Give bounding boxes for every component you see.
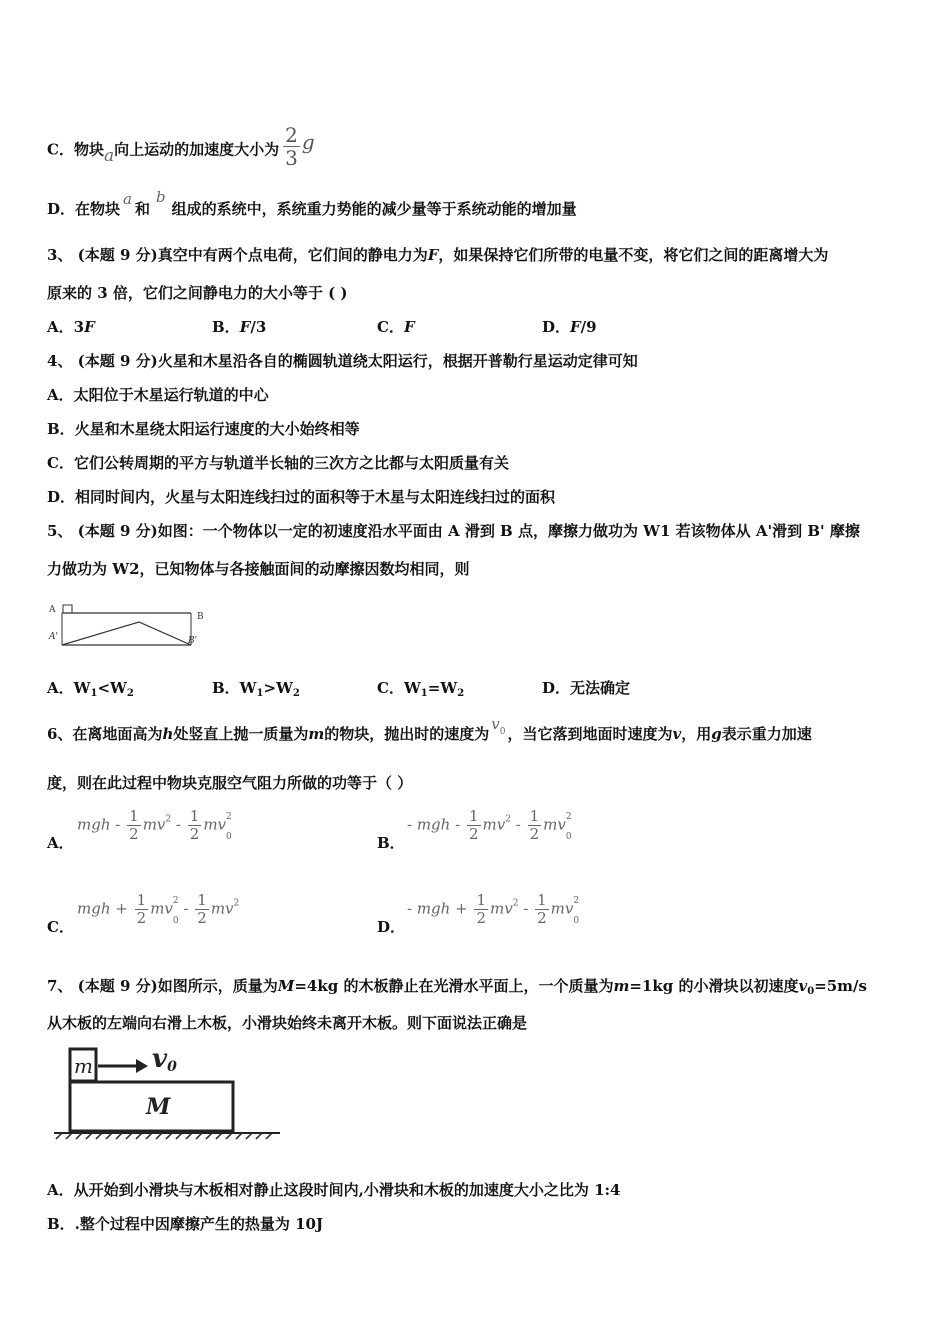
q5-option-b: B．$W_1>W_2$ [212, 679, 300, 699]
label-b: B [197, 612, 204, 622]
q5-figure [46, 597, 216, 653]
q5-option-a: A．$W_1<W_2$ [47, 679, 134, 699]
lower-path [62, 622, 191, 645]
q6-option-d-label: D． [377, 918, 406, 936]
q3-stem-line1: 3、 (本题 9 分)真空中有两个点电荷，它们间的静电力为F，如果保持它们所带的电量不变，将它们之间的距离增大为 [47, 246, 829, 264]
q7-option-a: A．从开始到小滑块与木板相对静止这段时间内,小滑块和木板的加速度大小之比为 1:4 [47, 1181, 621, 1199]
q6-option-a-label: A． [47, 834, 74, 852]
q5-stem-line2: 力做功为 W2，已知物体与各接触面间的动摩擦因数均相同，则 [47, 560, 470, 578]
q5-option-d: D．无法确定 [542, 679, 631, 697]
block-box [63, 605, 72, 613]
q4-option-c: C．它们公转周期的平方与轨道半长轴的三次方之比都与太阳质量有关 [47, 454, 509, 472]
label-b-prime: B' [188, 636, 198, 646]
q6-option-c-label: C． [47, 918, 74, 936]
label-a: A [49, 605, 56, 615]
q5-option-c: C．$W_1=W_2$ [377, 679, 465, 699]
q4-stem: 4、 (本题 9 分)火星和木星沿各自的椭圆轨道绕太阳运行，根据开普勒行星运动定律可知 [47, 352, 638, 370]
velocity-arrowhead [136, 1059, 148, 1073]
q3-option-a: A．3F [47, 318, 95, 336]
q3-stem-line2: 原来的 3 倍，它们之间静电力的大小等于 ( ) [47, 284, 348, 302]
q2-option-d: D．在物块a和b组成的系统中，系统重力势能的减少量等于系统动能的增加量 [47, 188, 577, 218]
q6-option-a-expr: mgh - $\frac{1}{2}$ $mv^2$ - $\frac{1}{2}$ mv 2 $_0$ [77, 807, 232, 843]
q7-stem-line2: 从木板的左端向右滑上木板，小滑块始终未离开木板。则下面说法正确是 [47, 1014, 528, 1032]
q6-stem-line2: 度，则在此过程中物块克服空气阻力所做的功等于（ ） [47, 774, 413, 792]
label-M: M [146, 1094, 171, 1120]
var-a: a [103, 145, 115, 166]
label-v0: v0 [152, 1045, 177, 1075]
q6-option-c-expr: mgh + $\frac{1}{2}$ mv 2 $_0$ - $\frac{1}{2}$ $mv^2$ [77, 891, 240, 927]
label-a-prime: A' [49, 632, 58, 642]
q3-option-d: D．F/9 [542, 318, 597, 336]
fraction-2-3: $\frac{2}{3}$ [285, 123, 298, 170]
q2-option-c: C．物块a向上运动的加速度大小为 $\frac{2}{3}$ g [47, 123, 315, 170]
q6-stem-line1: 6、在离地面高为h处竖直上抛一质量为m的物块，抛出时的速度为$v_0$ ，当它落到地面时速度为v，用g表示重力加速 [47, 715, 812, 743]
q7-figure [50, 1045, 285, 1145]
q6-option-b-expr: - mgh - $\frac{1}{2}$ $mv^2$ - $\frac{1}{2}$ mv 2 $_0$ [407, 807, 572, 843]
q4-option-a: A．太阳位于木星运行轨道的中心 [47, 386, 269, 404]
q6-option-d-expr: - mgh + $\frac{1}{2}$ $mv^2$ - $\frac{1}{2}$ mv 2 $_0$ [407, 891, 580, 927]
q4-option-b: B．火星和木星绕太阳运行速度的大小始终相等 [47, 420, 360, 438]
q7-stem-line1: 7、 (本题 9 分)如图所示，质量为M=4kg 的木板静止在光滑水平面上，一个质量为m=1kg 的小滑块以初速度$v_0=5m/s$ [47, 977, 867, 997]
q4-option-d: D．相同时间内，火星与太阳连线扫过的面积等于木星与太阳连线扫过的面积 [47, 488, 556, 506]
q7-option-b: B．.整个过程中因摩擦产生的热量为 10J [47, 1215, 324, 1233]
q3-option-c: C．F [377, 318, 415, 336]
q5-stem-line1: 5、 (本题 9 分)如图：一个物体以一定的初速度沿水平面由 A 滑到 B 点，摩擦力做功为 W1 若该物体从 A'滑到 B' 摩擦 [47, 522, 860, 540]
q3-option-b: B．F/3 [212, 318, 267, 336]
q6-option-b-label: B． [377, 834, 405, 852]
label-m: m [74, 1054, 93, 1078]
